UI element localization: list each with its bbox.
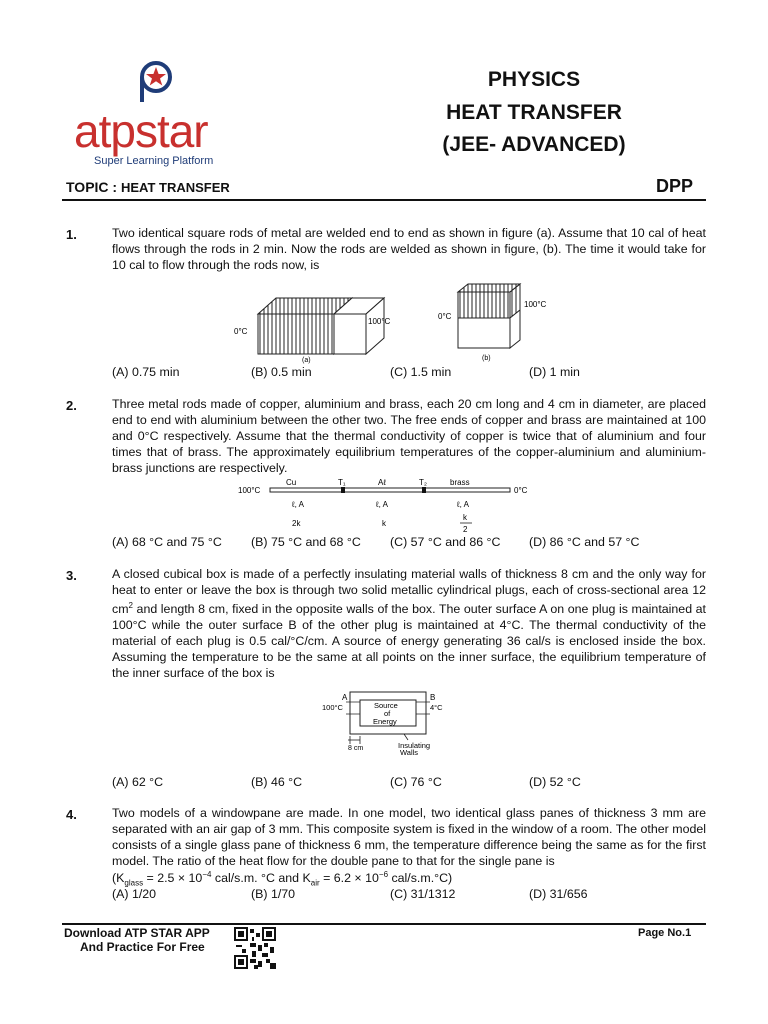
option-c: (C) 76 °C: [390, 775, 442, 789]
q3-temp-b: 4°C: [430, 703, 443, 712]
q2-material-brass: brass: [450, 478, 470, 487]
question-number: 3.: [66, 568, 77, 583]
const-text: = 2.5 × 10: [143, 871, 203, 886]
q2-material-al: Aℓ: [378, 478, 386, 487]
option-d: (D) 86 °C and 57 °C: [529, 535, 640, 549]
q3-insulating-2: Walls: [400, 748, 419, 757]
const-text: (K: [112, 871, 125, 886]
option-b: (B) 0.5 min: [251, 365, 312, 379]
brand-tagline: Super Learning Platform: [94, 155, 214, 167]
q2-k-al: k: [382, 519, 386, 528]
q3-source-2: of: [384, 709, 391, 718]
constants-line: [112, 870, 452, 888]
option-c: (C) 57 °C and 86 °C: [390, 535, 501, 549]
chapter-title: HEAT TRANSFER: [446, 101, 622, 124]
q3-label-a: A: [342, 693, 348, 702]
superscript: −6: [378, 870, 389, 879]
topic-name: HEAT TRANSFER: [120, 180, 230, 195]
q3-temp-a: 100°C: [322, 703, 343, 712]
page-number: Page No.1: [638, 927, 692, 939]
option-d: (D) 31/656: [529, 887, 588, 901]
option-d: (D) 1 min: [529, 365, 580, 379]
q1a-left-temp: 0°C: [234, 327, 248, 336]
question-number: 2.: [66, 398, 77, 413]
const-text: cal/s.m. °C and K: [211, 871, 311, 886]
option-b: (B) 75 °C and 68 °C: [251, 535, 361, 549]
q3-label-b: B: [430, 693, 436, 702]
q2-material-cu: Cu: [286, 478, 297, 487]
question-text: Two models of a windowpane are made. In one model, two identical glass panes of thickness 3 mm are separated with an air gap of 3 mm. This composite system is fixed in the window of a room. The other model consists of a single glass pane of thickness 6 mm, the temperature difference being the same as for the first model. The ratio of the heat flow for the double pane to that for the single pane is: [112, 806, 706, 868]
topic-prefix: TOPIC :: [66, 179, 118, 195]
footer-download: Download ATP STAR APP: [64, 926, 210, 940]
q3-insulating-1: Insulating: [398, 741, 431, 750]
option-c: (C) 1.5 min: [390, 365, 452, 379]
q2-k-brass-den: 2: [463, 525, 468, 534]
question-text-part2: and length 8 cm, fixed in the opposite walls of the box. The outer surface A on one plug is maintained at 100°C while the outer surface B of the other plug is maintained at 4°C. The thermal conductivity of the material of each plug is 0.5 cal/°C/cm. A source of energy generating 36 cal/s is enclosed inside the box. Assuming the temperature to be the same at all points on the inner surface, the equilibrium temperature of the inner surface of the box is: [112, 602, 706, 681]
subject-title: PHYSICS: [487, 68, 581, 91]
q2-k-cu: 2k: [292, 519, 301, 528]
option-d: (D) 52 °C: [529, 775, 581, 789]
q1-figure: [230, 282, 570, 364]
option-b: (B) 1/70: [251, 887, 296, 901]
const-text: = 6.2 × 10: [319, 871, 379, 886]
logo: [74, 60, 254, 170]
qr-code-icon[interactable]: [234, 927, 276, 969]
logo-mark-icon: [136, 60, 176, 108]
header-divider: [62, 199, 706, 201]
question-text: [112, 566, 706, 681]
q1a-caption: (a): [302, 357, 311, 364]
question-number: 4.: [66, 807, 77, 822]
superscript: −4: [202, 870, 212, 879]
q2-junction-t2: T₂: [419, 478, 427, 487]
subscript: glass: [124, 878, 144, 888]
question-text: Three metal rods made of copper, aluminium and brass, each 20 cm long and 4 cm in diameter, are placed end to end with aluminium between the other two. The free ends of copper and brass are maintained at 100 and 0°C respectively. Assume that the thermal conductivity of copper is twice that of aluminium and four times that of brass. The approximately equilibrium temperatures of the copper-aluminium and aluminium-brass junctions are respectively.: [112, 397, 706, 475]
sheet-type: DPP: [656, 176, 694, 196]
q1a-right-temp: 100°C: [368, 317, 391, 326]
q1b-left-temp: 0°C: [438, 312, 452, 321]
q3-thickness: 8 cm: [348, 745, 364, 752]
footer-divider: [62, 923, 706, 925]
q2-dim-1: ℓ, A: [292, 500, 304, 509]
q3-source-3: Energy: [373, 717, 397, 726]
option-c: (C) 31/1312: [390, 887, 456, 901]
q2-right-temp: 0°C: [514, 486, 528, 495]
option-a: (A) 62 °C: [112, 775, 164, 789]
subscript: air: [310, 878, 320, 888]
question-number: 1.: [66, 227, 77, 242]
superscript: 2: [128, 601, 133, 610]
q2-junction-t1: T₁: [338, 478, 346, 487]
topic-line: [66, 179, 230, 195]
footer-practice: And Practice For Free: [80, 940, 205, 954]
q2-figure: [236, 476, 546, 536]
brand-name: atpstar: [74, 105, 208, 157]
option-a: (A) 68 °C and 75 °C: [112, 535, 222, 549]
q2-k-brass-num: k: [463, 513, 467, 522]
option-a: (A) 0.75 min: [112, 365, 180, 379]
q2-dim-3: ℓ, A: [457, 500, 469, 509]
q1b-caption: (b): [482, 355, 491, 362]
question-text: Two identical square rods of metal are welded end to end as shown in figure (a). Assume that 10 cal of heat flows through the rods in 2 min. Now the rods are welded as shown in figure, (b). The time it would take for 10 cal to flow through the rods now, is: [112, 226, 706, 272]
q1b-right-temp: 100°C: [524, 300, 547, 309]
const-text: cal/s.m.°C): [388, 871, 453, 886]
q3-figure: [318, 688, 458, 758]
exam-title: (JEE- ADVANCED): [442, 133, 626, 156]
q2-dim-2: ℓ, A: [376, 500, 388, 509]
q3-source-1: Source: [374, 701, 398, 710]
question-text-part1: A closed cubical box is made of a perfectly insulating material walls of thickness 8 cm and the only way for heat to enter or leave the box is through two solid metallic cylindrical plugs, each of cross-sectional area 12 cm: [112, 567, 706, 617]
option-a: (A) 1/20: [112, 887, 157, 901]
option-b: (B) 46 °C: [251, 775, 303, 789]
q2-left-temp: 100°C: [238, 486, 261, 495]
